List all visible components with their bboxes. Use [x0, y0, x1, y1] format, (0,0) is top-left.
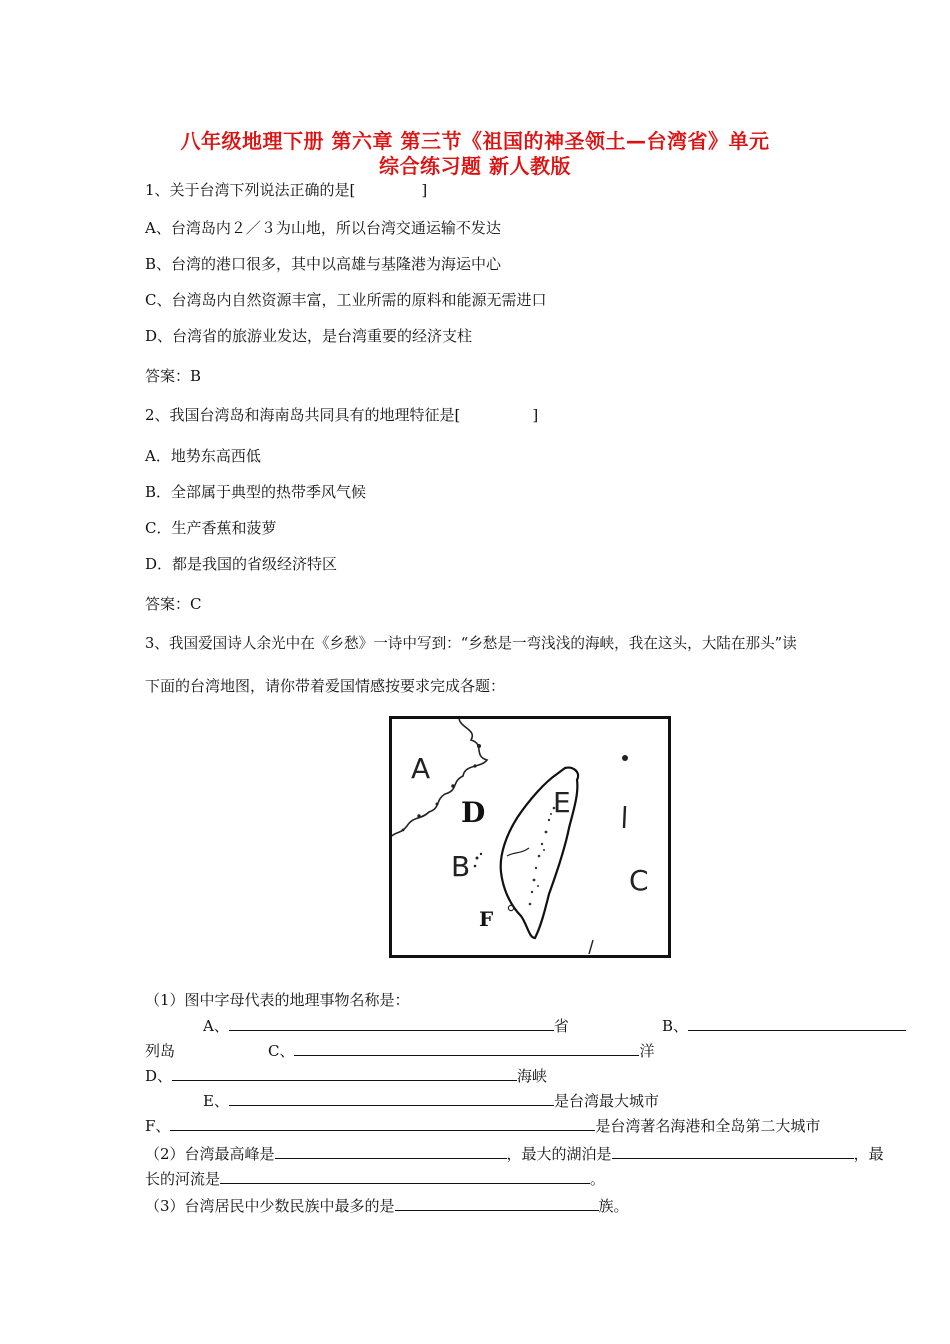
- c-suffix: 洋: [639, 1042, 655, 1060]
- q1-option-d: D、台湾省的旅游业发达，是台湾重要的经济支柱: [145, 327, 473, 345]
- b-prefix: B、: [662, 1017, 689, 1035]
- q1-answer: 答案：B: [145, 367, 202, 385]
- sub3-part2: 族。: [598, 1197, 629, 1215]
- diaoyu-island-marker: [622, 755, 628, 761]
- q3-sub2-line1: [145, 1144, 884, 1164]
- q3-sub1-row-b: [662, 1016, 906, 1036]
- map-label-e: E: [553, 786, 571, 819]
- map-label-b: B: [451, 850, 471, 883]
- q2-option-d: D．都是我国的省级经济特区: [145, 555, 338, 573]
- map-label-c: C: [629, 864, 649, 897]
- eastern-island-mark: [624, 806, 625, 828]
- d-prefix: D、: [145, 1067, 173, 1085]
- q2-option-a: A．地势东高西低: [145, 447, 261, 465]
- b-answer-blank[interactable]: [688, 1016, 906, 1031]
- q2-option-b: B．全部属于典型的热带季风气候: [145, 483, 367, 501]
- f-prefix: F、: [145, 1117, 171, 1135]
- longest-river-blank[interactable]: [220, 1169, 590, 1184]
- q3-stem-line1: 3、我国爱国诗人余光中在《乡愁》一诗中写到：“乡愁是一弯浅浅的海峡，我在这头，大陆在那头”读: [145, 635, 797, 652]
- document-title-line1: 八年级地理下册 第六章 第三节《祖国的神圣领土—台湾省》单元: [180, 129, 770, 153]
- sub2-part3: ，最: [853, 1145, 884, 1163]
- q3-sub1-row-c: [268, 1041, 655, 1061]
- document-title-line2: 综合练习题 新人教版: [379, 154, 571, 178]
- e-prefix: E、: [203, 1092, 229, 1110]
- q3-sub1-row-a: [203, 1016, 569, 1036]
- sub2-part1: （2）台湾最高峰是: [145, 1145, 275, 1163]
- q3-sub1-row-e: [203, 1091, 659, 1111]
- c-answer-blank[interactable]: [294, 1041, 639, 1056]
- sub2-part5: 。: [590, 1170, 606, 1188]
- q1-option-b: B、台湾的港口很多，其中以高雄与基隆港为海运中心: [145, 255, 502, 273]
- map-label-d: D: [461, 796, 486, 829]
- q2-answer: 答案：C: [145, 595, 202, 613]
- a-suffix: 省: [553, 1017, 569, 1035]
- e-suffix: 是台湾最大城市: [553, 1092, 659, 1110]
- q1-stem: [145, 180, 427, 200]
- q2-stem-text: 2、我国台湾岛和海南岛共同具有的地理特征是[: [145, 406, 461, 424]
- q3-sub1-row-f: [145, 1116, 820, 1136]
- q2-bracket-close: ]: [532, 406, 539, 424]
- q3-stem-line2: 下面的台湾地图，请你带着爱国情感按要求完成各题：: [145, 677, 506, 695]
- q1-stem-text: 1、关于台湾下列说法正确的是[: [145, 181, 356, 199]
- ethnic-group-blank[interactable]: [395, 1196, 599, 1211]
- sub2-part2: ，最大的湖泊是: [506, 1145, 612, 1163]
- f-suffix: 是台湾著名海港和全岛第二大城市: [595, 1117, 821, 1135]
- sub3-part1: （3）台湾居民中少数民族中最多的是: [145, 1197, 395, 1215]
- f-answer-blank[interactable]: [170, 1116, 595, 1131]
- q1-option-a: A、台湾岛内２／３为山地，所以台湾交通运输不发达: [145, 219, 501, 237]
- a-prefix: A、: [203, 1017, 229, 1035]
- sub2-part4: 长的河流是: [145, 1170, 221, 1188]
- e-answer-blank[interactable]: [229, 1091, 554, 1106]
- q3-sub3: [145, 1196, 629, 1216]
- q2-stem: [145, 405, 538, 425]
- q3-sub1-intro: （1）图中字母代表的地理事物名称是：: [145, 991, 410, 1009]
- highest-peak-blank[interactable]: [275, 1144, 507, 1159]
- q3-sub1-row-d: [145, 1066, 547, 1086]
- map-label-f: F: [479, 907, 494, 931]
- map-label-a: A: [411, 752, 431, 785]
- d-answer-blank[interactable]: [172, 1066, 517, 1081]
- a-answer-blank[interactable]: [229, 1016, 554, 1031]
- q2-option-c: C．生产香蕉和菠萝: [145, 519, 277, 537]
- q1-option-c: C、台湾岛内自然资源丰富，工业所需的原料和能源无需进口: [145, 291, 547, 309]
- largest-lake-blank[interactable]: [612, 1144, 854, 1159]
- taiwan-map: [389, 716, 671, 958]
- d-suffix: 海峡: [517, 1067, 548, 1085]
- q3-sub2-line2: [145, 1169, 605, 1189]
- b-suffix: 列岛: [145, 1042, 176, 1060]
- c-prefix: C、: [268, 1042, 295, 1060]
- q1-bracket-close: ]: [421, 181, 428, 199]
